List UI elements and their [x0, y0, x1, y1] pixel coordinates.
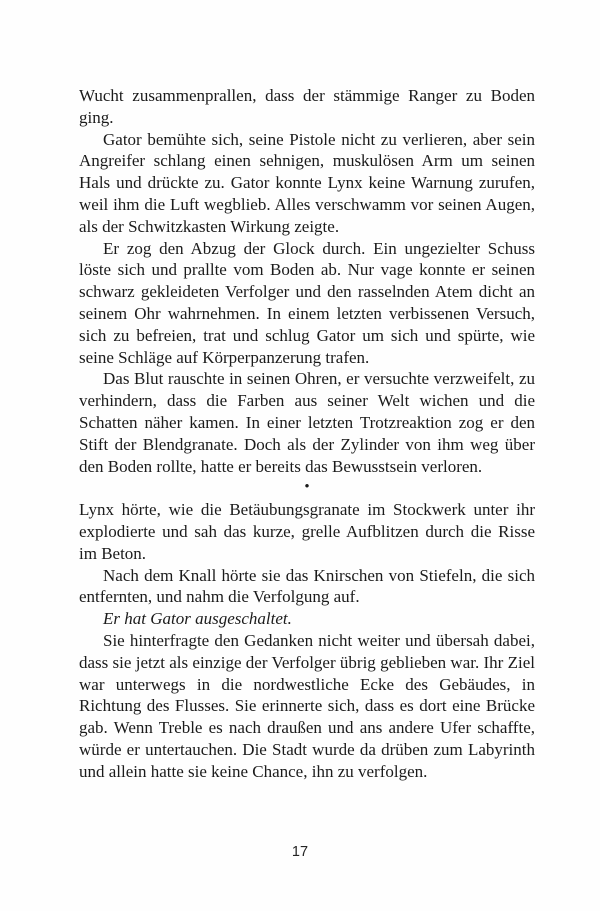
- paragraph-after-break: Lynx hörte, wie die Betäubungsgranate im Stockwerk unter ihr explodierte und sah das kurze, grelle Aufblitzen durch die Risse im Beton.: [79, 500, 535, 563]
- paragraph-continuation: Wucht zusammenprallen, dass der stämmige Ranger zu Boden ging.: [79, 86, 535, 127]
- paragraph: Gator bemühte sich, seine Pistole nicht zu verlieren, aber sein Angreifer schlang einen sehnigen, muskulösen Arm um seinen Hals und drückte zu. Gator konnte Lynx keine Warnung zurufen, weil ihm die Luft wegblieb. Alles verschwamm vor seinen Augen, als der Schwitzkasten Wirkung zeigte.: [79, 129, 535, 236]
- paragraph-inner-thought: Er hat Gator ausgeschaltet.: [103, 609, 292, 629]
- paragraph: Er zog den Abzug der Glock durch. Ein ungezielter Schuss löste sich und prallte vom Boden ab. Nur vage konnte er seinen schwarz gekleideten Verfolger und den rasselnden Atem dicht an seinem Ohr wahrnehmen. In einem letzten verbissenen Versuch, sich zu befreien, trat und schlug Gator um sich und spürte, wie seine Schläge auf Körperpanzerung trafen.: [79, 238, 535, 367]
- paragraph: Das Blut rauschte in seinen Ohren, er versuchte verzweifelt, zu verhindern, dass die Farben aus seiner Welt wichen und die Schatten näher kamen. In einer letzten Trotzreaktion zog er den Stift der Blendgranate. Doch als der Zylinder von ihm weg über den Boden rollte, hatte er bereits das Bewusstsein verloren.: [79, 369, 535, 476]
- page-text-block: [79, 85, 535, 783]
- paragraph: Sie hinterfragte den Gedanken nicht weiter und übersah dabei, dass sie jetzt als einzige der Verfolger übrig geblieben war. Ihr Ziel war unterwegs in die nordwestliche Ecke des Gebäudes, in Richtung des Flusses. Sie erinnerte sich, dass es dort eine Brücke gab. Wenn Treble es nach draußen und ans andere Ufer schaffte, würde er untertauchen. Die Stadt wurde da drüben zum Labyrinth und allein hatte sie keine Chance, ihn zu verfolgen.: [79, 630, 535, 781]
- page-number: 17: [291, 844, 309, 860]
- paragraph: Nach dem Knall hörte sie das Knirschen von Stiefeln, die sich entfernten, und nahm die Verfolgung auf.: [79, 565, 535, 607]
- scene-break-bullet: •: [304, 479, 310, 496]
